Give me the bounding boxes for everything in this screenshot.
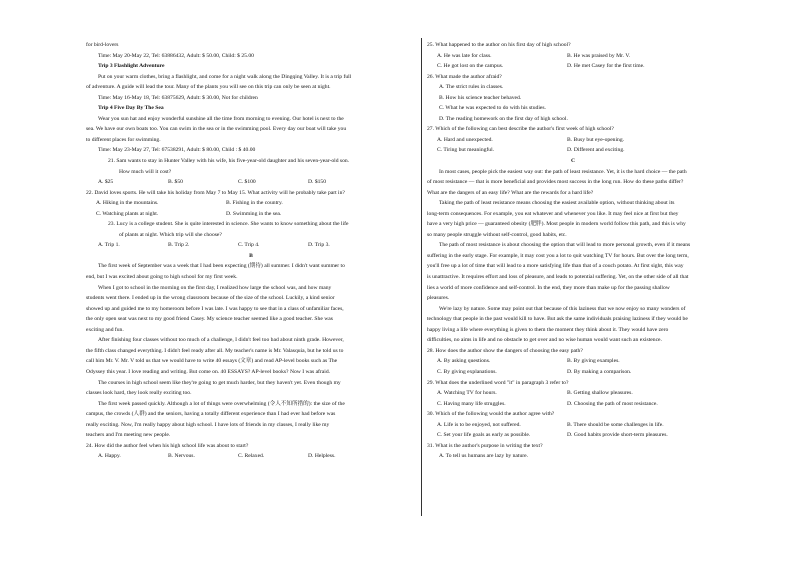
text-line: difficulties, no aims in life and no obstacle to get over and no wise human would want such an existence. — [427, 337, 662, 344]
text-line: 26. What made the author afraid? — [427, 73, 502, 80]
answer-option: A. By asking questions. — [437, 358, 491, 365]
answer-option: B. Trip 2. — [168, 242, 190, 249]
answer-option: C. Tiring but meaningful. — [437, 147, 495, 154]
answer-option: B. By giving examples. — [567, 358, 620, 365]
answer-option: A. Watching TV for hours. — [437, 390, 497, 397]
text-line: teachers and I'm meeting new people. — [86, 432, 171, 439]
text-line: sea. We have our own boats too. You can swim in the sea or in the swimming pool. Every day our boat will take you — [86, 126, 347, 133]
text-line: Wear you sun hat and enjoy wonderful sunshine all the time from morning to evening. Our hotel is next to the — [98, 115, 344, 122]
text-line: Trip 3 Flashlight Adventure — [98, 63, 165, 70]
answer-option: C. Trip 4. — [238, 242, 260, 249]
answer-options — [427, 145, 719, 156]
text-line: 22. David loves sports. He will take his holiday from May 7 to May 15. What activity will he probably take part in? — [86, 189, 345, 196]
text-line: Odyssey this year. I love reading and writing. But come on. 40 ESSAYS? AP-level books? Now I was afraid. — [86, 368, 331, 375]
text-line: of most resistance — that is more beneficial and provides most success in the long run. How do these paths differ? — [427, 179, 684, 186]
text-line: The courses in high school seem like they're going to get much harder, but they haven't yet. Even though my — [98, 379, 341, 386]
answer-option: D. By making a comparison. — [567, 368, 632, 375]
section-heading: C — [570, 158, 576, 165]
text-line: really exciting. Now, I'm really happy about high school. I have lots of friends in my classes, I really like my — [86, 421, 330, 428]
text-line: When I got to school in the morning on the first day, I realized how large the school was, and how many — [98, 284, 332, 291]
answer-option: D. $150 — [308, 179, 327, 186]
text-line: end, but I was excited about going to high school for my first week. — [86, 274, 238, 281]
text-line: In most cases, people pick the easiest way out: the path of least resistance. Yet, it is the hard choice — the path — [439, 168, 687, 175]
right-column — [427, 40, 719, 462]
text-line: After finishing four classes without too much of a challenge, I didn't feel too bad about ninth grade. However, — [98, 337, 344, 344]
text-line: happy living a life where everything is given to them the moment they think about it. They would have zero — [427, 326, 669, 333]
text-line: showed up and guided me to my homeroom before I was late. I was happy to see that in a class of unfamiliar faces, — [86, 305, 344, 312]
answer-options — [427, 420, 719, 431]
section-heading: B — [249, 252, 253, 259]
text-line: exciting and fun. — [86, 326, 124, 333]
text-line: Time: May 23-May 27, Tel: 67538291, Adult: $ 80.00, Child : $ 40.00 — [98, 147, 256, 154]
text-line: B. How his science teacher behaved. — [439, 94, 522, 101]
text-line: 28. How does the author show the dangers of choosing the easy path? — [427, 347, 583, 354]
text-line: so many people struggle without self-control, good habits, etc. — [427, 231, 567, 238]
text-line: Taking the path of least resistance means choosing the easiest available option, without thinking about its — [439, 200, 675, 207]
answer-option: B. He was praised by Mr. V. — [567, 52, 631, 59]
answer-option: D. Good habits provide short-term pleasures. — [567, 432, 668, 439]
text-line: Time: May 20-May 22, Tel: 63886432, Adult: $ 50.00, Child: $ 25.00 — [98, 52, 254, 59]
text-line: of plants at night. Which trip will she choose? — [119, 231, 222, 238]
text-line: technology that people in the past would kill to have. But ask the same individuals praising laziness if they would be — [427, 316, 688, 323]
answer-options — [427, 51, 719, 62]
answer-options — [427, 399, 719, 410]
text-line: you'll free up a lot of time that will lead to a more satisfying life than that of a couch potato. At first sight, this way — [427, 263, 684, 270]
answer-options — [86, 240, 416, 251]
answer-options — [86, 177, 416, 188]
text-line: classes look hard, they look really exciting too. — [86, 390, 192, 397]
answer-option: C. Set your life goals as early as possible. — [437, 432, 531, 439]
answer-options — [427, 61, 719, 72]
text-line: campus, the crowds (人群) and the seniors, having a totally different experience than I had ever had before was — [86, 411, 336, 418]
text-line: Trip 4 Five Day By The Sea — [98, 105, 164, 112]
text-line: students went there. I ended up in the wrong classroom because of the size of the school. Luckily, a kind senior — [86, 295, 335, 302]
answer-option: C. Relaxed. — [238, 453, 265, 460]
answer-options — [427, 430, 719, 441]
text-line: long-term consequences. For example, you eat whatever and whenever you like. It may feel nice at first but they — [427, 210, 679, 217]
answer-option: A. Life is to be enjoyed, not suffered. — [437, 421, 521, 428]
answer-options — [86, 451, 416, 462]
answer-option: C. Having many life struggles. — [437, 400, 506, 407]
text-line: lies a world of more confidence and self-control. In the end, they more than make up for the passing shallow — [427, 284, 670, 291]
text-line: A. The strict rules in classes. — [439, 84, 504, 91]
answer-options — [427, 135, 719, 146]
answer-option: D. Trip 3. — [308, 242, 330, 249]
answer-option: B. There should be some challenges in life. — [567, 421, 664, 428]
text-line: We're lazy by nature. Some may point out that because of this laziness that we now enjoy so many wonders of — [439, 305, 686, 312]
text-line: pleasures. — [427, 295, 450, 302]
answer-option: A. Hard and unexpected. — [437, 136, 493, 143]
answer-option: C. Watching plants at night. — [96, 210, 159, 217]
text-line: the only open seat was next to my good friend Casey. My science teacher seemed like a good teacher. She was — [86, 316, 333, 323]
answer-option: B. $50 — [168, 179, 183, 186]
answer-option: A. Hiking in the mountains. — [96, 200, 159, 207]
answer-option: A. Happy. — [98, 453, 121, 460]
text-line: 30. Which of the following would the author agree with? — [427, 411, 555, 418]
answer-option: B. Fishing in the country. — [226, 200, 283, 207]
text-line: The first week of September was a week that I had been expecting (期待) all summer. I didn't want summer to — [98, 263, 345, 270]
text-line: is unattractive. It requires effort and loss of pleasure, and leads to potential suffering. Yet, on the other side of all that — [427, 274, 689, 281]
text-line: The path of most resistance is about choosing the option that will lead to more personal growth, even if it means — [439, 242, 691, 249]
text-line: to different places for swimming. — [86, 136, 161, 143]
text-line: C. What he was expected to do with his studies. — [439, 105, 546, 112]
text-line: the fifth class changed everything. I didn't feel ready after all. My teacher's name is Mr. Valasquia, but he told us to — [86, 347, 344, 354]
text-line: The first week passed quickly. Although a lot of things were overwhelming (令人不知所措的): the size of the — [98, 400, 345, 407]
answer-options — [427, 356, 719, 367]
answer-options — [86, 198, 416, 209]
answer-option: D. Different and exciting. — [567, 147, 625, 154]
answer-option: D. Helpless. — [308, 453, 336, 460]
answer-option: C. By giving explanations. — [437, 368, 497, 375]
answer-option: C. He got lost on the campus. — [437, 63, 504, 70]
column-divider — [421, 38, 422, 516]
text-line: call him Mr. V. Mr. V told us that we would have to write 40 essays (文章) and read AP-level books such as The — [86, 358, 338, 365]
text-line: 24. How did the author feel when his high school life was about to start? — [86, 442, 249, 449]
text-line: Time: May 16-May 18, Tel: 63875629, Adult: $ 30.00, Not for children — [98, 94, 258, 101]
text-line: A. To tell us humans are lazy by nature. — [439, 453, 528, 460]
text-line: 21. Sam wants to stay in Hunter Valley with his wife, his five-year-old daughter and his seven-year-old son. — [108, 158, 350, 165]
text-line: for bird-lovers — [86, 42, 119, 48]
answer-option: D. Choosing the path of most resistance. — [567, 400, 658, 407]
text-line: have a very high price — guaranteed obesity (肥胖). Most people in modern world follow this path, and this is why — [427, 221, 686, 228]
answer-option: A. Trip 1. — [98, 242, 120, 249]
text-line: 27. Which of the following can best describe the author's first week of high school? — [427, 126, 614, 133]
answer-option: B. Busy but eye-opening. — [567, 136, 625, 143]
text-line: of adventure. A guide will lead the tour. Many of the plants you will see on this trip can only be seen at night. — [86, 84, 331, 91]
answer-options — [427, 367, 719, 378]
answer-option: B. Nervous. — [168, 453, 195, 460]
text-line: 25. What happened to the author on his first day of high school? — [427, 42, 571, 48]
left-column — [86, 40, 416, 462]
text-line: What are the dangers of an easy life? What are the rewards for a hard life? — [427, 189, 594, 196]
text-line: D. The reading homework on the first day of high school. — [439, 115, 568, 122]
text-line: Put on your warm clothes, bring a flashlight, and come for a night walk along the Dingqing Valley. It is a trip full — [98, 73, 352, 80]
answer-option: A. He was late for class. — [437, 52, 492, 59]
answer-options — [86, 209, 416, 220]
answer-option: C. $100 — [238, 179, 256, 186]
answer-option: B. Getting shallow pleasures. — [567, 390, 633, 397]
text-line: 29. What does the underlined word "it" in paragraph 3 refer to? — [427, 379, 569, 386]
answer-option: D. Swimming in the sea. — [226, 210, 282, 217]
text-line: 31. What is the author's purpose in writing the text? — [427, 442, 543, 449]
answer-option: D. He met Casey for the first time. — [567, 63, 645, 70]
text-line: How much will it cost? — [119, 168, 172, 175]
text-line: 23. Lucy is a college student. She is quite interested in science. She wants to know something about the life — [108, 221, 349, 228]
answer-option: A. $25 — [98, 179, 114, 186]
answer-options — [427, 388, 719, 399]
text-line: suffering in the early stage. For example, it may cost you a lot to quit watching TV for hours. But over the long term, — [427, 252, 689, 259]
